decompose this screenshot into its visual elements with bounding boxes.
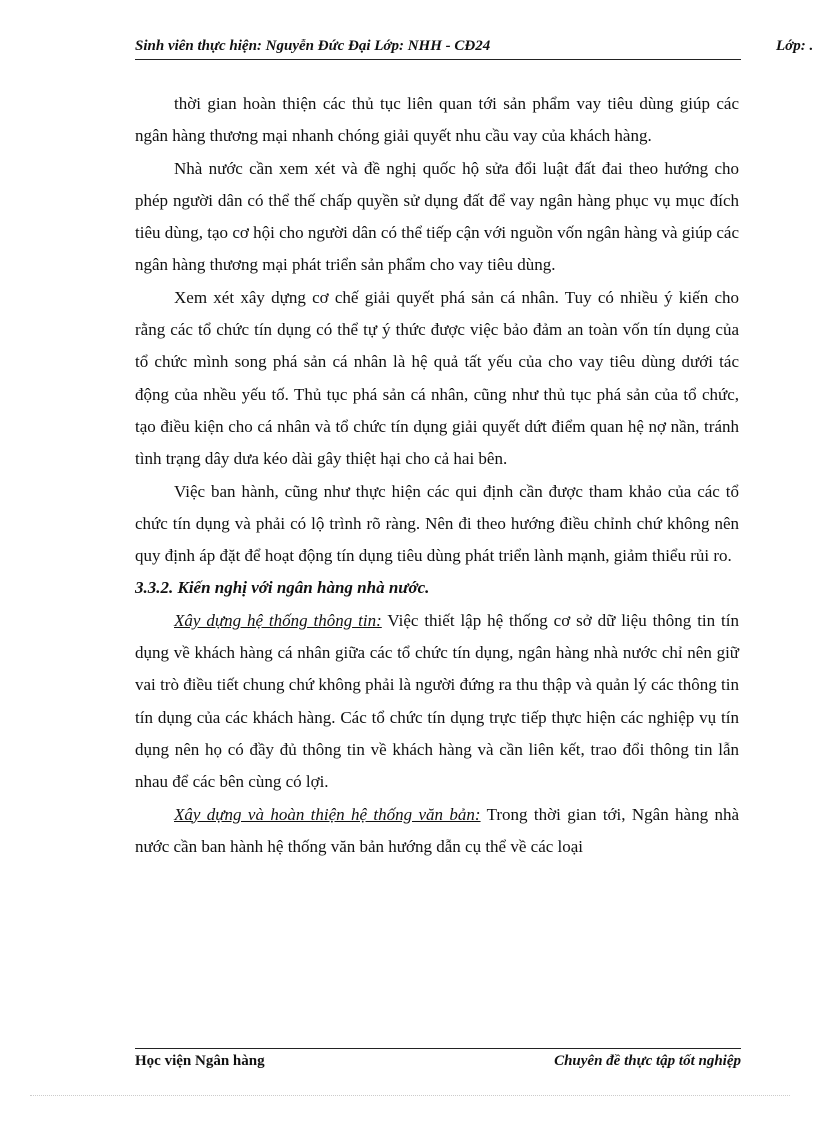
header-class-label: Lớp: . xyxy=(776,38,814,54)
paragraph-6-lead: Xây dựng và hoàn thiện hệ thống văn bản: xyxy=(174,804,481,824)
header-student-info: Sinh viên thực hiện: Nguyễn Đức Đại Lớp: NHH - CĐ24 xyxy=(135,38,491,54)
footer-divider xyxy=(135,1048,741,1049)
page-break-divider xyxy=(30,1095,790,1096)
paragraph-5-text: Việc thiết lập hệ thống cơ sở dữ liệu thông tin tín dụng về khách hàng cá nhân giữa các tổ chức tín dụng, ngân hàng nhà nước chỉ nên giữ vai trò điều tiết chung chứ không phải là người đứng ra thu thập và quản lý các thông tin tín dụng của các khách hàng. Các tổ chức tín dụng trực tiếp thực hiện các nghiệp vụ tín dụng nên họ có đầy đủ thông tin về khách hàng và cần liên kết, trao đổi thông tin lẫn nhau để các bên cùng có lợi. xyxy=(135,610,739,792)
paragraph-4: Việc ban hành, cũng như thực hiện các qui định cần được tham khảo của các tổ chức tín dụng và phải có lộ trình rõ ràng. Nên đi theo hướng điều chỉnh chứ không nên quy định áp đặt để hoạt động tín dụng tiêu dùng phát triển lành mạnh, giảm thiểu rủi ro. xyxy=(135,481,739,566)
paragraph-2: Nhà nước cần xem xét và đề nghị quốc hộ sửa đổi luật đất đai theo hướng cho phép người dân có thể thế chấp quyền sử dụng đất để vay ngân hàng phục vụ mục đích tiêu dùng, tạo cơ hội cho người dân có thể tiếp cận với nguồn vốn ngân hàng và giúp các ngân hàng thương mại phát triển sản phẩm cho vay tiêu dùng. xyxy=(135,158,739,275)
paragraph-1: thời gian hoàn thiện các thủ tục liên quan tới sản phẩm vay tiêu dùng giúp các ngân hàng thương mại nhanh chóng giải quyết nhu cầu vay của khách hàng. xyxy=(135,94,739,146)
paragraph-3: Xem xét xây dựng cơ chế giải quyết phá sản cá nhân. Tuy có nhiều ý kiến cho rằng các tổ chức tín dụng có thể tự ý thức được việc bảo đảm an toàn vốn tín dụng của tổ chức mình song phá sản cá nhân là hệ quả tất yếu của cho vay tiêu dùng dưới tác động của nhều yếu tố. Thủ tục phá sản cá nhân, cũng như thủ tục phá sản của tổ chức, tạo điều kiện cho cá nhân và tổ chức tín dụng giải quyết dứt điểm quan hệ nợ nần, tránh tình trạng dây dưa kéo dài gây thiệt hại cho cả hai bên. xyxy=(135,287,739,469)
footer-institution: Học viện Ngân hàng xyxy=(135,1053,265,1069)
paragraph-5 xyxy=(135,605,739,799)
paragraph-6 xyxy=(135,799,739,864)
page-body xyxy=(135,88,739,863)
paragraph-6-text: Trong thời gian tới, Ngân hàng nhà nước cần ban hành hệ thống văn bản hướng dẫn cụ thể về các loại xyxy=(135,804,739,856)
section-heading: 3.3.2. Kiến nghị với ngân hàng nhà nước. xyxy=(135,578,430,598)
paragraph-5-lead: Xây dựng hệ thống thông tin: xyxy=(174,610,382,630)
page-header xyxy=(135,38,741,60)
footer-document-type: Chuyên đề thực tập tốt nghiệp xyxy=(554,1053,741,1069)
